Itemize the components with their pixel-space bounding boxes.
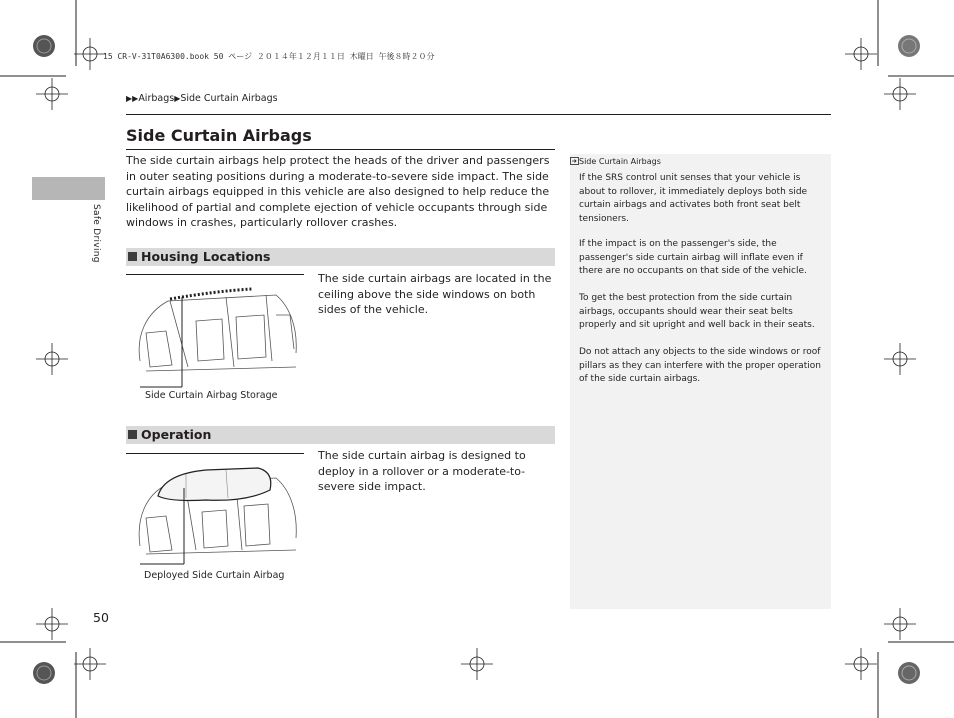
breadcrumb-link-airbags[interactable]: Airbags — [138, 93, 175, 104]
housing-text: The side curtain airbags are located in the ceiling above the side windows on both sides of the vehicle. — [318, 272, 552, 317]
chapter-label: Safe Driving — [91, 204, 101, 263]
figure-deployed-airbag — [126, 453, 304, 587]
car-interior-illustration-storage — [126, 275, 304, 393]
print-header: 15 CR-V-31T0A6300.book 50 ページ ２０１４年１２月１１日 木曜日 午後８時２０分 — [103, 52, 435, 61]
breadcrumb-current: Side Curtain Airbags — [180, 93, 278, 104]
breadcrumb-arrow-icon: ▶▶ — [126, 94, 139, 103]
note-paragraph-1: If the SRS control unit senses that your vehicle is about to rollover, it immediately deploys both side curtain airbags and activates both front seat belt tensioners. — [579, 173, 808, 224]
breadcrumb — [126, 93, 278, 104]
header-rule — [126, 114, 831, 115]
section-square-icon — [128, 252, 137, 261]
figure-airbag-storage — [126, 274, 304, 409]
figure-caption-storage: Side Curtain Airbag Storage — [145, 390, 278, 401]
operation-text: The side curtain airbag is designed to deploy in a rollover or a moderate-to-severe side impact. — [318, 449, 526, 494]
car-interior-illustration-deployed — [126, 454, 304, 572]
section-heading-housing — [126, 248, 555, 266]
section-heading-housing-label: Housing Locations — [141, 249, 271, 264]
note-title-label: Side Curtain Airbags — [579, 157, 661, 166]
title-rule — [126, 149, 555, 150]
page-title: Side Curtain Airbags — [126, 126, 312, 145]
breadcrumb-separator-icon: ▶ — [174, 94, 181, 103]
figure-caption-deployed: Deployed Side Curtain Airbag — [144, 570, 285, 581]
note-arrow-icon — [570, 157, 579, 165]
section-heading-operation-label: Operation — [141, 427, 212, 442]
note-title — [570, 157, 661, 166]
note-paragraph-2: If the impact is on the passenger's side, the passenger's side curtain airbag will inflate even if there are no occupants on that side of the vehicle. — [579, 239, 807, 276]
section-heading-operation — [126, 426, 555, 444]
section-square-icon — [128, 430, 137, 439]
page-number: 50 — [93, 610, 109, 625]
note-paragraph-3: To get the best protection from the side curtain airbags, occupants should wear their seat belts properly and sit upright and well back in their seats. — [579, 293, 815, 330]
intro-paragraph: The side curtain airbags help protect the heads of the driver and passengers in outer seating positions during a moderate-to-severe side impact. The side curtain airbags equipped in this vehicle are also designed to help reduce the likelihood of partial and complete ejection of vehicle occupants through side windows in crashes, particularly rollover crashes. — [126, 154, 550, 230]
note-paragraph-4: Do not attach any objects to the side windows or roof pillars as they can interfere with the proper operation of the side curtain airbags. — [579, 347, 821, 384]
chapter-tab[interactable] — [32, 177, 105, 200]
